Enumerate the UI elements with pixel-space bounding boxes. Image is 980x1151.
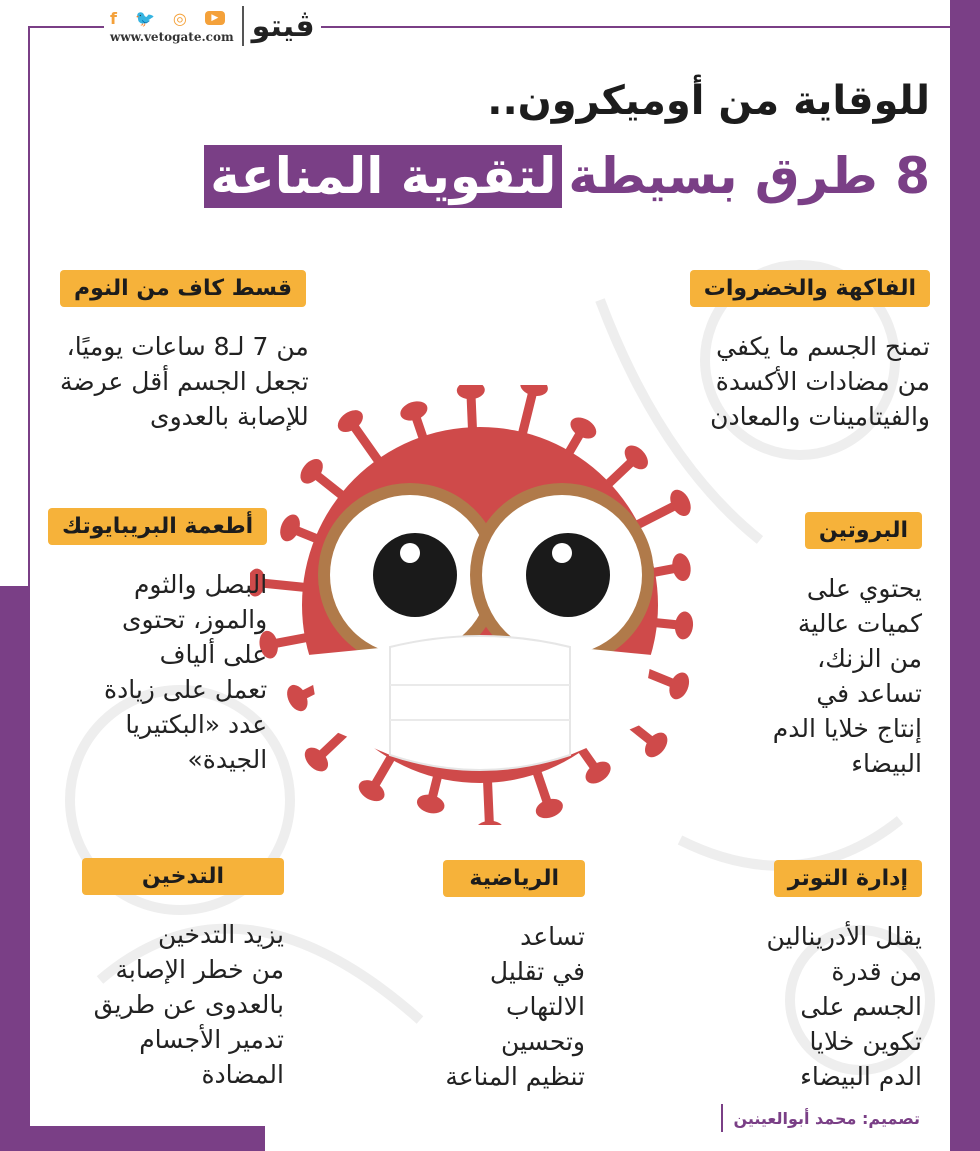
- card-sports-body: تساعد في تقليل الالتهاب وتحسين تنظيم المناعة: [445, 922, 585, 1091]
- card-smoking: [82, 858, 284, 1092]
- virus-spike-tip: [475, 820, 504, 825]
- card-sports-label: الرياضية: [443, 860, 585, 897]
- card-fruits-label: الفاكهة والخضروات: [690, 270, 930, 307]
- card-sleep-body: من 7 لـ8 ساعات يوميًا، تجعل الجسم أقل عرضة للإصابة بالعدوى: [60, 332, 309, 431]
- site-logo[interactable]: ڤيتو: [251, 8, 315, 44]
- website-url[interactable]: www.vetogate.com: [110, 29, 234, 44]
- card-fruits-vegetables: [690, 270, 930, 434]
- social-icons-row: [110, 9, 225, 28]
- card-protein: [773, 512, 922, 781]
- frame-left-line: [28, 26, 30, 586]
- card-probiotic-label: أطعمة البريبايوتك: [48, 508, 267, 545]
- title-line-2: [204, 145, 930, 208]
- card-probiotic-body: البصل والثوم والموز، تحتوى على ألياف تعمل على زيادة عدد «البكتيريا الجيدة»: [103, 570, 268, 774]
- card-sports: [443, 860, 585, 1094]
- virus-spike-tip: [670, 552, 693, 583]
- card-fruits-body: تمنح الجسم ما يكفي من مضادات الأكسدة والفيتامينات والمعادن: [710, 332, 930, 431]
- card-smoking-label: التدخين: [82, 858, 284, 895]
- virus-spike-tip: [674, 611, 695, 641]
- virus-spike-tip: [355, 776, 388, 806]
- virus-spike-tip: [283, 682, 312, 715]
- virus-spike-tip: [415, 792, 447, 816]
- frame-bottom-band: [0, 1126, 265, 1151]
- design-credit: [721, 1104, 920, 1132]
- youtube-icon[interactable]: ▶: [205, 11, 225, 25]
- title-line-2-highlight: لتقوية المناعة: [204, 145, 562, 208]
- brand-header: [104, 6, 321, 46]
- header-divider: [242, 6, 244, 46]
- virus-spike-tip: [456, 385, 485, 400]
- design-credit-text: تصميم: محمد أبوالعينين: [733, 1108, 920, 1128]
- card-stress-body: يقلل الأدرينالين من قدرة الجسم على تكوين خلايا الدم البيضاء: [766, 922, 922, 1091]
- card-smoking-body: يزيد التدخين من خطر الإصابة بالعدوى عن طريق تدمير الأجسام المضادة: [93, 920, 284, 1089]
- twitter-icon[interactable]: 🐦: [134, 8, 155, 28]
- virus-mascot-illustration: [250, 385, 710, 825]
- facebook-icon[interactable]: f: [110, 8, 117, 28]
- virus-spike-tip: [398, 398, 430, 424]
- design-credit-divider: [721, 1104, 723, 1132]
- virus-spike-tip: [567, 413, 600, 443]
- card-probiotic: [48, 508, 267, 777]
- title-line-2-plain: 8 طرق بسيطة: [568, 147, 930, 206]
- virus-spike-tip: [666, 486, 695, 519]
- card-protein-label: البروتين: [805, 512, 922, 549]
- social-block: [110, 9, 234, 44]
- title-line-1: للوقاية من أوميكرون..: [487, 78, 930, 124]
- card-sleep-label: قسط كاف من النوم: [60, 270, 306, 307]
- card-sleep: [60, 270, 309, 434]
- card-stress-label: إدارة التوتر: [774, 860, 922, 897]
- card-stress: [767, 860, 922, 1094]
- instagram-icon[interactable]: ◎: [172, 8, 187, 28]
- frame-left-band: [0, 586, 30, 1151]
- virus-spike-tip: [533, 795, 565, 821]
- card-protein-body: يحتوي على كميات عالية من الزنك، تساعد في إنتاج خلايا الدم البيضاء: [772, 574, 922, 778]
- frame-right-band: [950, 0, 980, 1151]
- face-mask: [308, 636, 652, 770]
